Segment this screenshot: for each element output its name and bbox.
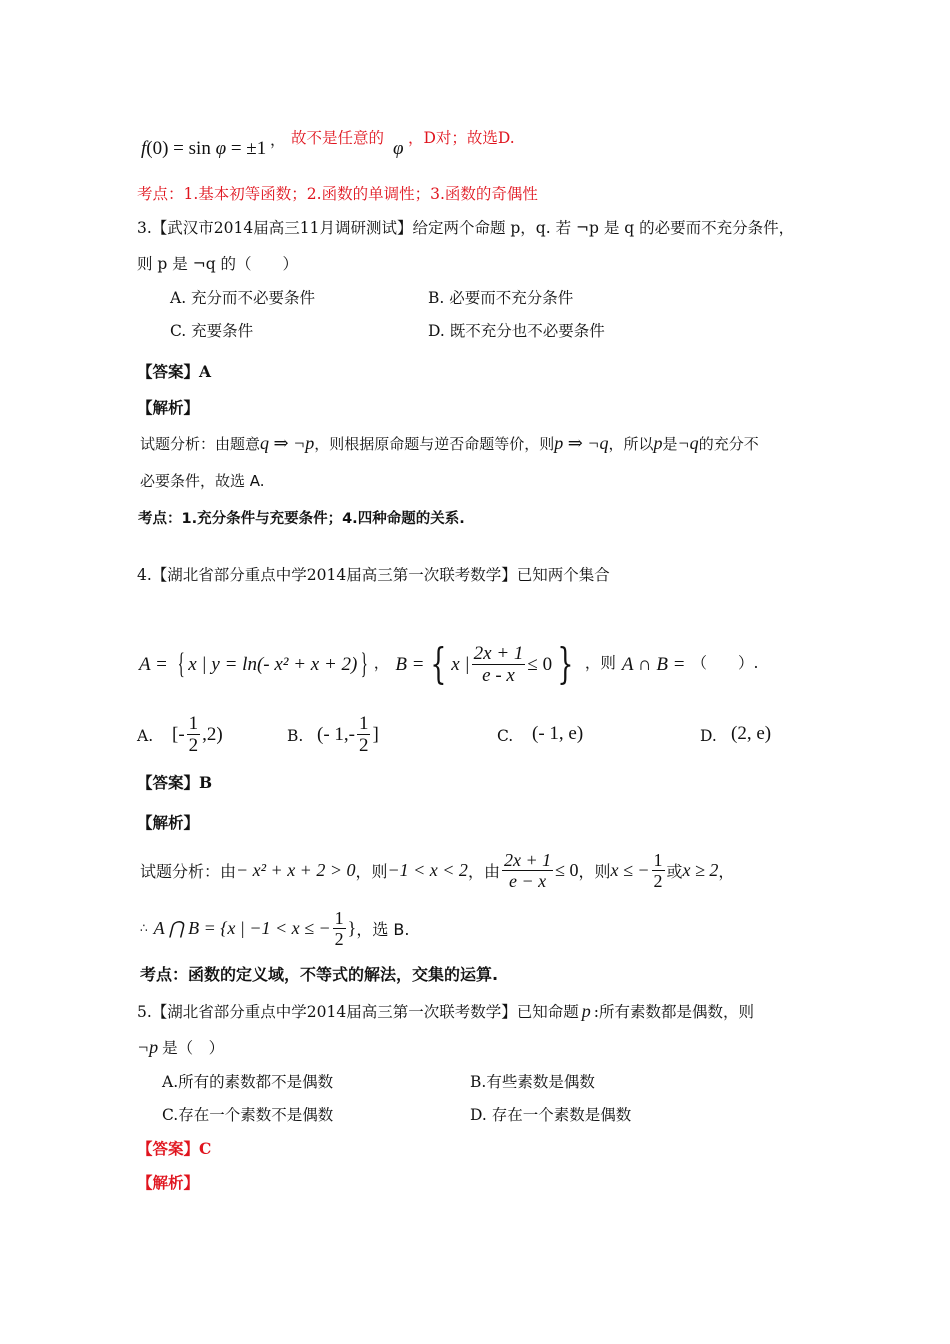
q3-option-d: D. 既不充分也不必要条件 xyxy=(428,322,605,340)
q5-analysis-label: 【解析】 xyxy=(137,1173,200,1192)
q4-intersection: A ∩ B = xyxy=(621,653,686,675)
top-red-text-1: 故不是任意的 xyxy=(291,129,385,147)
q4-set-b-x: x | xyxy=(451,653,470,675)
top-red-text-2: ，D对；故选D. xyxy=(408,129,515,147)
q4-set-b-lhs: B = xyxy=(395,653,425,675)
q4-set-b-open-brace: { xyxy=(429,639,446,688)
therefore-icon: ∴ xyxy=(140,921,148,935)
q4-opt-a-post: ,2) xyxy=(202,724,223,745)
q5-option-a: A.所有的素数都不是偶数 xyxy=(162,1073,334,1091)
q3-analysis-label: 【解析】 xyxy=(137,398,200,417)
q4-opt-b-den: 2 xyxy=(358,735,369,756)
q4-opt-c-label: C. xyxy=(497,727,514,745)
q4-opt-b-frac xyxy=(357,714,371,755)
q5-line1 xyxy=(137,1002,754,1021)
q4-opt-c-text: (- 1, e) xyxy=(532,723,584,744)
q4-an2-m1: A ⋂ B = {x | −1 < x ≤ − xyxy=(153,918,331,938)
q4-opt-a-den: 2 xyxy=(188,735,199,756)
q4-opt-d-value xyxy=(731,724,771,743)
q4-options xyxy=(137,712,777,760)
q4-set-b-den: e - x xyxy=(482,664,515,686)
q4-opt-c-value xyxy=(532,724,583,743)
q4-comma: ， xyxy=(373,654,390,673)
q4-an2-m2: } xyxy=(347,918,357,938)
q5-option-c: C.存在一个素数不是偶数 xyxy=(162,1106,334,1124)
q4-set-a-close-brace: } xyxy=(360,647,369,680)
q5-answer: 【答案】C xyxy=(137,1139,212,1158)
q4-set-b-rel: ≤ 0 xyxy=(527,653,553,675)
q4-opt-a-frac xyxy=(187,714,201,755)
q3-option-b: B. 必要而不充分条件 xyxy=(428,289,574,307)
q4-opt-b-label: B. xyxy=(287,727,304,745)
top-comma: ， xyxy=(270,131,286,149)
q5-line1-p: p xyxy=(581,1001,591,1021)
q4-an2-hnum: 1 xyxy=(334,907,344,928)
q5-line2 xyxy=(137,1038,224,1057)
q4-an1-m4: x ≤ − xyxy=(610,860,650,880)
q5-line2-b: 是（ ） xyxy=(162,1039,225,1057)
q5-line2-m: ¬p xyxy=(137,1037,159,1057)
q4-an1-fnum: 2x + 1 xyxy=(503,849,552,870)
q4-opt-b-pre: (- 1,- xyxy=(317,724,355,745)
q3-option-c: C. 充要条件 xyxy=(170,322,254,340)
q4-set-b-fraction xyxy=(472,644,526,685)
q5-option-d: D. 存在一个素数是偶数 xyxy=(470,1106,632,1124)
q4-opt-a-pre: [- xyxy=(172,724,185,745)
q4-opt-a-num: 1 xyxy=(188,713,199,734)
q4-set-a-open-brace: { xyxy=(177,647,185,680)
q4-opt-b-post: ] xyxy=(372,724,379,745)
q4-analysis-line1 xyxy=(140,844,734,896)
q4-an2-hden: 2 xyxy=(334,928,344,949)
q4-an1-hnum: 1 xyxy=(653,849,663,870)
q4-set-b-close-brace: } xyxy=(557,639,574,688)
q4-answer: 【答案】B xyxy=(137,773,213,792)
q4-an1-c: ，由 xyxy=(467,861,500,881)
q4-blank: （ ）. xyxy=(691,654,759,673)
q4-an1-b: ，则 xyxy=(355,861,388,881)
q3-kaodian: 考点：1.充分条件与充要条件；4.四种命题的关系. xyxy=(138,511,465,527)
q4-an2-b: ，选 B. xyxy=(356,919,410,939)
q4-opt-b-num: 1 xyxy=(358,713,369,734)
q3-line2: 则 p 是 ¬q 的（ ） xyxy=(137,255,299,273)
q4-analysis-line2 xyxy=(140,902,409,954)
q4-set-b-num: 2x + 1 xyxy=(473,642,524,664)
q4-an1-a: 试题分析：由 xyxy=(140,861,237,881)
q4-opt-d-text: (2, e) xyxy=(731,723,772,744)
q4-an1-fden: e − x xyxy=(508,870,547,891)
q5-option-b: B.有些素数是偶数 xyxy=(470,1073,595,1091)
q4-an1-d: ，则 xyxy=(578,861,611,881)
q4-then: ，则 xyxy=(584,654,616,673)
q4-an1-m3: ≤ 0 xyxy=(555,860,579,880)
q5-line1-a: 5.【湖北省部分重点中学2014届高三第一次联考数学】已知命题 xyxy=(137,1003,579,1021)
q4-kaodian: 考点：函数的定义域，不等式的解法，交集的运算. xyxy=(140,965,499,984)
q3-line1: 3.【武汉市2014届高三11月调研测试】给定两个命题 p，q. 若 ¬p 是 q 的必要而不充分条件， xyxy=(137,219,795,237)
kaodian-prev: 考点：1.基本初等函数；2.函数的单调性；3.函数的奇偶性 xyxy=(137,185,538,203)
q3-option-a: A. 充分而不必要条件 xyxy=(170,289,316,307)
q4-an1-hden: 2 xyxy=(653,870,663,891)
q3-answer: 【答案】A xyxy=(137,362,212,381)
top-formula: f(0) = sin φ = ±1 xyxy=(141,138,267,159)
q4-opt-a-value xyxy=(172,714,223,755)
q4-an1-m1: − x² + x + 2 > 0 xyxy=(236,860,356,880)
q4-analysis-label: 【解析】 xyxy=(137,813,200,832)
q4-set-a-body: x | y = ln(- x² + x + 2) xyxy=(188,653,358,675)
q3-analysis-line2: 必要条件，故选 A. xyxy=(140,472,265,490)
q4-set-a-lhs: A = xyxy=(139,653,168,675)
q4-an2-half xyxy=(333,909,346,948)
q4-an1-half xyxy=(652,851,665,890)
q4-opt-b-value xyxy=(317,714,379,755)
q4-line1: 4.【湖北省部分重点中学2014届高三第一次联考数学】已知两个集合 xyxy=(137,566,610,584)
q5-line1-b: :所有素数都是偶数，则 xyxy=(593,1003,754,1021)
q4-an1-f: ， xyxy=(718,861,735,881)
q4-opt-a-label: A. xyxy=(137,727,154,745)
q4-an1-frac xyxy=(502,851,553,890)
q4-an1-e: 或 xyxy=(666,861,683,881)
q4-an1-m5: x ≥ 2 xyxy=(682,860,719,880)
q4-opt-d-label: D. xyxy=(700,727,717,745)
q4-an1-m2: −1 < x < 2 xyxy=(387,860,468,880)
q4-set-definitions xyxy=(139,636,758,692)
q3-analysis-line1: 试题分析：由题意q ⇒ ¬p，则根据原命题与逆否命题等价，则p ⇒ ¬q，所以p是¬q的充分不 xyxy=(140,433,759,453)
top-phi: φ xyxy=(393,138,404,159)
